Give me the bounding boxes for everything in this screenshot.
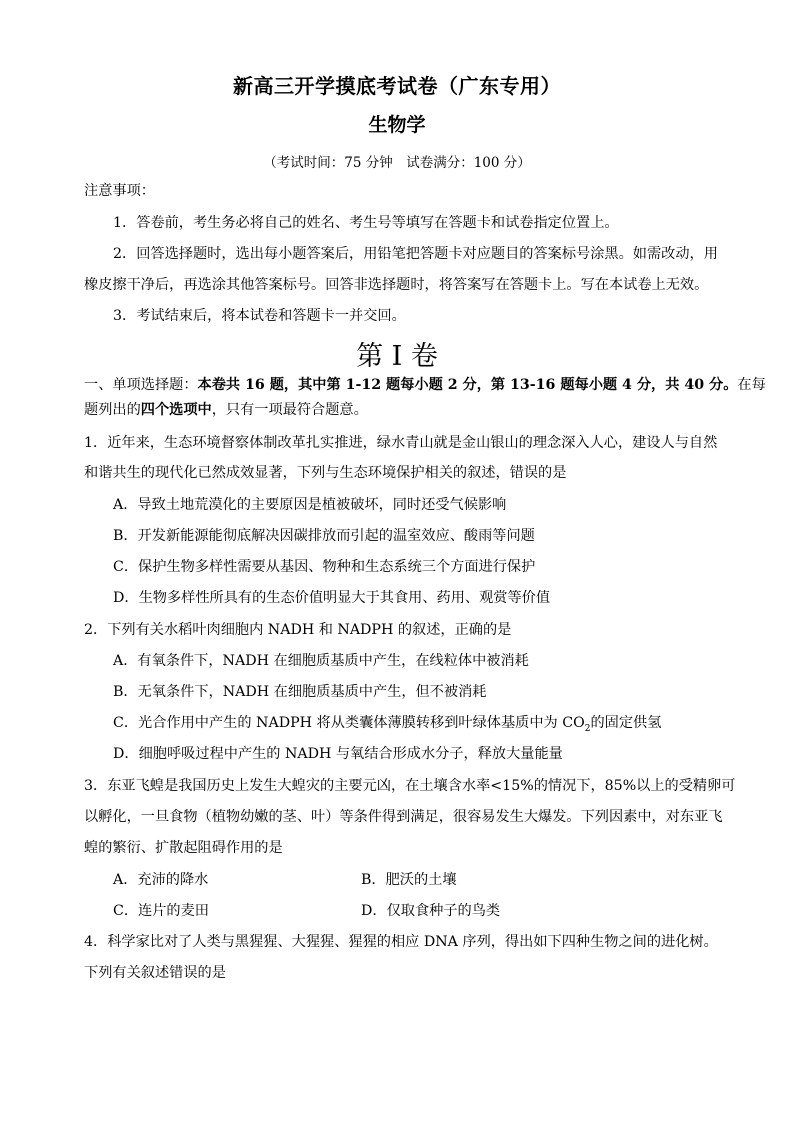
q1-stem-line1: 1．近年来，生态环境督察体制改革扎实推进，绿水青山就是金山银山的理念深入人心，建设人与自然 bbox=[84, 435, 718, 451]
q2-option-d: D．细胞呼吸过程中产生的 NADH 与氧结合形成水分子，释放大量能量 bbox=[113, 746, 563, 762]
q1-option-a: A．导致土地荒漠化的主要原因是植被破坏，同时还受气候影响 bbox=[113, 497, 507, 513]
subject-title: 生物学 bbox=[368, 114, 426, 136]
section-instruction-line2 bbox=[84, 400, 368, 420]
q3-stem-line1: 3．东亚飞蝗是我国历史上发生大蝗灾的主要元凶，在土壤含水率<15%的情况下，85%以上的受精卵可 bbox=[84, 778, 736, 794]
q1-option-c: C．保护生物多样性需要从基因、物种和生态系统三个方面进行保护 bbox=[113, 559, 536, 575]
section-instruction-bold: 本卷共 16 题，其中第 1-12 题每小题 2 分，第 13-16 题每小题 4 分，共 40 分。 bbox=[197, 377, 738, 393]
exam-info: （考试时间：75 分钟 试卷满分：100 分） bbox=[263, 155, 531, 171]
notice-heading: 注意事项： bbox=[84, 183, 155, 199]
section-instruction-part-c: ，只有一项最符合题意。 bbox=[211, 402, 368, 418]
q1-option-b: B．开发新能源能彻底解决因碳排放而引起的温室效应、酸雨等问题 bbox=[113, 528, 535, 544]
notice-item-3: 3．考试结束后，将本试卷和答题卡一并交回。 bbox=[113, 308, 406, 324]
q3-option-d: D．仅取食种子的鸟类 bbox=[361, 903, 501, 919]
q1-stem-line2: 和谐共生的现代化已然成效显著，下列与生态环境保护相关的叙述，错误的是 bbox=[84, 465, 567, 481]
q2-option-c-subscript: 2 bbox=[584, 723, 591, 734]
q4-stem-line2: 下列有关叙述错误的是 bbox=[84, 965, 226, 981]
notice-item-2: 2．回答选择题时，选出每小题答案后，用铅笔把答题卡对应题目的答案标号涂黑。如需改动，用 bbox=[113, 246, 718, 262]
section-instruction-line1 bbox=[84, 375, 766, 395]
section-instruction-part-b: 四个选项中 bbox=[140, 402, 212, 418]
q1-option-d: D．生物多样性所具有的生态价值明显大于其食用、药用、观赏等价值 bbox=[113, 590, 551, 606]
q3-stem-line2: 以孵化，一旦食物（植物幼嫩的茎、叶）等条件得到满足，很容易发生大爆发。下列因素中，对东亚飞 bbox=[84, 809, 723, 825]
q3-option-c: C．连片的麦田 bbox=[113, 903, 209, 919]
q3-option-b: B．肥沃的土壤 bbox=[361, 872, 457, 888]
q2-option-c-text: C．光合作用中产生的 NADPH 将从类囊体薄膜转移到叶绿体基质中为 CO bbox=[113, 715, 585, 731]
q3-stem-line3: 蝗的繁衍、扩散起阻碍作用的是 bbox=[84, 840, 283, 856]
volume-heading: 第 I 卷 bbox=[356, 341, 438, 372]
section-instruction-suffix: 在每 bbox=[737, 377, 766, 393]
q2-option-c bbox=[113, 713, 661, 739]
q2-stem: 2．下列有关水稻叶肉细胞内 NADH 和 NADPH 的叙述，正确的是 bbox=[84, 622, 512, 638]
notice-item-1: 1．答卷前，考生务必将自己的姓名、考生号等填写在答题卡和试卷指定位置上。 bbox=[113, 215, 619, 231]
section-instruction-part-a: 题列出的 bbox=[84, 402, 141, 418]
section-instruction-prefix: 一、单项选择题： bbox=[84, 377, 198, 393]
q3-option-a: A．充沛的降水 bbox=[113, 872, 209, 888]
notice-item-2-cont: 橡皮擦干净后，再选涂其他答案标号。回答非选择题时，将答案写在答题卡上。写在本试卷上无效。 bbox=[84, 277, 709, 293]
q2-option-b: B．无氧条件下，NADH 在细胞质基质中产生，但不被消耗 bbox=[113, 684, 487, 700]
q2-option-c-text-end: 的固定供氢 bbox=[590, 715, 662, 731]
exam-title: 新高三开学摸底考试卷（广东专用） bbox=[233, 74, 561, 98]
q2-option-a: A．有氧条件下，NADH 在细胞质基质中产生，在线粒体中被消耗 bbox=[113, 653, 529, 669]
q4-stem-line1: 4．科学家比对了人类与黑猩猩、大猩猩、猩猩的相应 DNA 序列，得出如下四种生物之间的进化树。 bbox=[84, 934, 718, 950]
